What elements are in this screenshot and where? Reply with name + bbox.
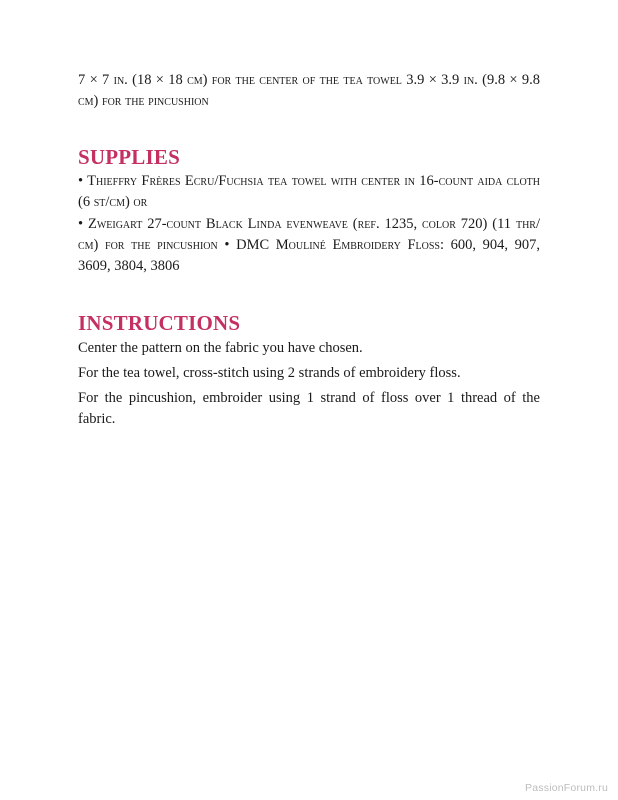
supply-item-floss: • DMC Mouliné Embroidery Floss: 600, 904, 907, 3609, 3804, 3806 <box>78 237 541 274</box>
instructions-heading: INSTRUCTIONS <box>78 311 241 335</box>
dimensions-pincushion: 3.9 × 3.9 in. (9.8 × 9.8 cm) for the pincushion <box>78 72 541 109</box>
supply-item-evenweave: • Zweigart 27-count Black Linda evenweave (ref. 1235, color 720) (11 thr/ cm) for the pincushion <box>78 216 540 253</box>
dimensions-tea-towel: 7 × 7 in. (18 × 18 cm) for the center of the tea towel <box>78 72 402 88</box>
instruction-step-2: For the tea towel, cross-stitch using 2 strands of embroidery floss. <box>78 365 461 381</box>
instruction-step-1: Center the pattern on the fabric you have chosen. <box>78 340 363 356</box>
instruction-step-3: For the pincushion, embroider using 1 strand of floss over 1 thread of the fabric. <box>78 390 540 427</box>
document-page <box>78 70 540 434</box>
supplies-heading: SUPPLIES <box>78 145 180 169</box>
watermark: PassionForum.ru <box>525 782 608 794</box>
supply-item-tea-towel: • Thieffry Frères Ecru/Fuchsia tea towel with center in 16-count aida cloth (6 st/cm) or <box>78 173 540 210</box>
dimensions-text <box>78 70 540 112</box>
supply-item-evenweave-and-floss <box>78 214 540 277</box>
